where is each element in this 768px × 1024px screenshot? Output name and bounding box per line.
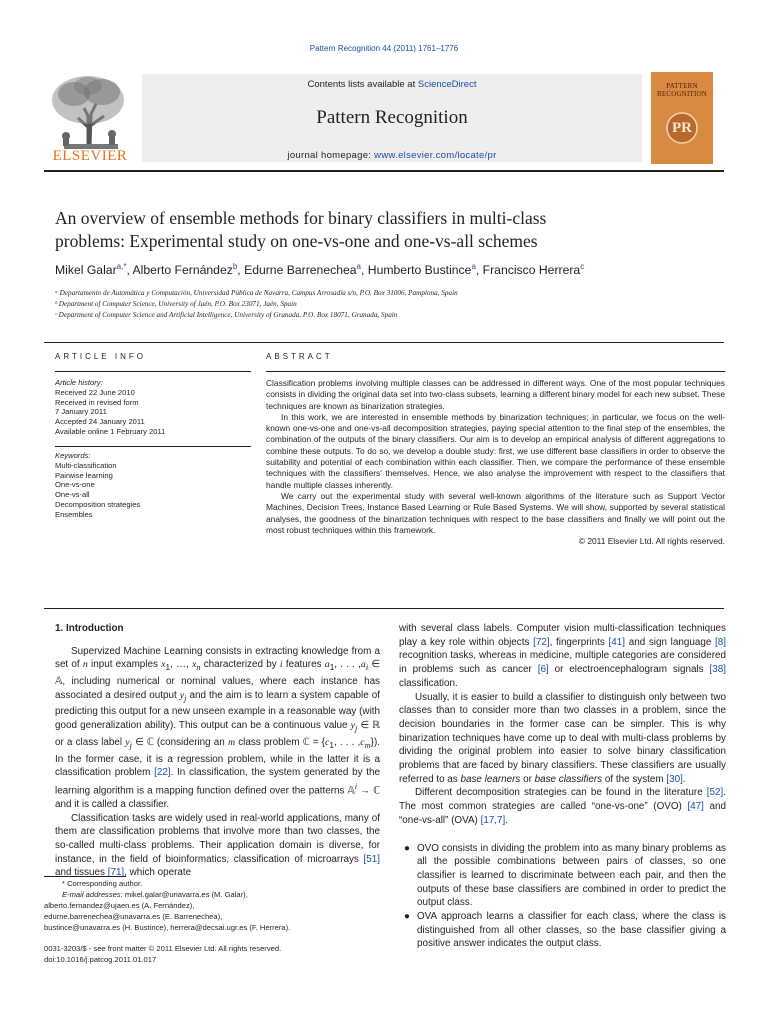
contents-line <box>142 79 642 90</box>
author-name: Alberto Fernández <box>132 263 233 278</box>
contents-prefix: Contents lists available at <box>307 79 418 90</box>
affiliation-c: ᶜ Department of Computer Science and Artificial Intelligence, University of Granada, P.O. Box 18071, Granada, Spain <box>55 311 398 319</box>
abstract-paragraph: In this work, we are interested in ensemble methods by binarization techniques; in particular, we focus on the well-known one-vs-one and one-vs-all decomposition strategies, paying special attention to the final step of the ensembles, the combination of the outputs of the binary classifiers. Our aim is to develop an empirical analysis of different aggregations to combine these outputs. To do so, we develop a double study: first, we use different base classifiers in order to observe the suitability and potential of each combination within each classifier. Then, we compare the performance of these ensemble techniques with the classifiers' themselves. Hence, we also analyse the improvement with respect to the classifiers that handle multiple classes inherently. <box>266 411 725 490</box>
history-item: Accepted 24 January 2011 <box>55 417 145 427</box>
body-paragraph: with several class labels. Computer vision multi-classification techniques play a key role within objects [72], fingerprints [41] and sign language [8] recognition tasks, whereas in medicine, multiple categories are considered in problems such as cancer [6] or electroencephalogram signals [38] classification. <box>399 623 726 689</box>
keywords-label: Keywords: <box>55 451 91 460</box>
front-matter-rule <box>44 342 724 343</box>
publisher-name: ELSEVIER <box>52 148 128 164</box>
keyword: One-vs-all <box>55 490 90 500</box>
elsevier-logo <box>44 68 136 164</box>
bullet-icon: ● <box>404 911 410 923</box>
footnotes <box>44 878 374 933</box>
citation-link[interactable]: [30] <box>666 773 683 785</box>
email-label: E-mail addresses: <box>62 890 125 899</box>
abstract-rule <box>266 371 725 372</box>
author-name: Edurne Barrenechea <box>244 263 357 278</box>
abstract-heading: ABSTRACT <box>266 352 333 361</box>
journal-name: Pattern Recognition <box>316 107 468 128</box>
email-address[interactable]: alberto.fernandez@ujaen.es (A. Fernández), <box>44 901 195 910</box>
affiliations <box>55 288 735 321</box>
keywords <box>55 451 251 520</box>
history-item: Available online 1 February 2011 <box>55 426 166 436</box>
citation-link[interactable]: [47] <box>687 801 704 813</box>
header-rule <box>44 170 724 172</box>
author-affiliation-mark[interactable]: a <box>356 262 361 271</box>
author-name: Humberto Bustince <box>367 263 472 278</box>
author-name: Mikel Galar <box>55 263 117 278</box>
author-affiliation-mark[interactable]: a,* <box>116 262 127 271</box>
citation-link[interactable]: [72] <box>533 636 550 648</box>
keyword: Decomposition strategies <box>55 499 141 509</box>
citation-link[interactable]: [41] <box>608 636 626 648</box>
issn-line: 0031-3203/$ - see front matter © 2011 Elsevier Ltd. All rights reserved. <box>44 944 282 953</box>
corresponding-author-note: * Corresponding author. <box>62 879 143 888</box>
history-item: Received in revised form <box>55 397 139 407</box>
homepage-line <box>142 150 642 161</box>
author-list: Mikel Galar$^{a,*}$, Alberto Fernández$^b$, Edurne Barrenechea$^a$, Humberto Bustince$^a$, Francisco Herrera$^c$ <box>55 262 585 278</box>
history-label: Article history: <box>55 378 103 387</box>
keyword: Multi-classification <box>55 460 117 470</box>
abstract-bottom-rule <box>44 608 724 609</box>
strategy-list <box>399 842 726 952</box>
keyword: Ensembles <box>55 509 93 519</box>
journal-cover <box>651 72 713 164</box>
citation-link[interactable]: [38] <box>709 664 726 676</box>
keyword: Pairwise learning <box>55 470 113 480</box>
citation-link[interactable]: [51] <box>363 853 380 865</box>
author-affiliation-mark[interactable]: b <box>232 262 238 271</box>
abstract-body <box>266 378 725 547</box>
email-address[interactable]: edurne.barrenechea@unavarra.es (E. Barrenechea), <box>44 912 223 921</box>
article-history <box>55 378 251 437</box>
section-heading-introduction: 1. Introduction <box>55 623 124 634</box>
citation-link[interactable]: [17,7] <box>480 814 506 826</box>
intro-paragraph-2: Classification tasks are widely used in real-world applications, many of them are classification problems that involve more than two classes, the so-called multi-class problems. Their application domain is diverse, for instance, in the field of bioinformatics, classification of microarrays [51] and tissues [71], which operate <box>55 812 380 879</box>
title-line-1: An overview of ensemble methods for binary classifiers in multi-class <box>55 208 547 228</box>
email-address[interactable]: mikel.galar@unavarra.es (M. Galar), <box>124 890 248 899</box>
cover-title: PATTERN RECOGNITION <box>656 82 708 98</box>
body-paragraph: Different decomposition strategies can be found in the literature [52]. The most common strategies are called “one-vs-one” (OVO) [47] and “one-vs-all” (OVA) [17,7]. <box>399 787 726 826</box>
journal-reference[interactable]: Pattern Recognition 44 (2011) 1761–1776 <box>309 44 459 53</box>
article-info-heading: ARTICLE INFO <box>55 352 146 361</box>
list-item: ● OVA approach learns a classifier for each class, where the class is distinguished from all other classes, so the base classifier giving a positive answer indicates the output class. <box>404 911 726 950</box>
right-column <box>399 622 726 951</box>
doi-line[interactable]: doi:10.1016/j.patcog.2011.01.017 <box>44 955 157 964</box>
homepage-prefix: journal homepage: <box>287 150 375 161</box>
article-info-rule <box>55 371 251 372</box>
history-item: 7 January 2011 <box>55 407 107 417</box>
email-address[interactable]: bustince@unavarra.es (H. Bustince), herrera@decsai.ugr.es (F. Herrera). <box>44 923 291 932</box>
affiliation-b: ᵇ Department of Computer Science, University of Jaén, P.O. Box 23071, Jaén, Spain <box>55 300 297 308</box>
history-item: Received 22 June 2010 <box>55 387 135 397</box>
abstract-paragraph: We carry out the experimental study with several well-known algorithms of the literature such as Support Vector Machines, Decision Trees, Instance Based Learning or Rule Based Systems. We will show, supported by several statistical analyses, the goodness of the binarization techniques with respect to the base classifiers and finally we will point out the most robust techniques within this framework. <box>266 490 725 535</box>
title-line-2: problems: Experimental study on one-vs-one and one-vs-all schemes <box>55 231 538 251</box>
author-affiliation-mark[interactable]: c <box>580 262 585 271</box>
keywords-rule <box>55 446 251 447</box>
footnote-rule <box>44 876 126 877</box>
cover-monogram: PR <box>672 120 692 136</box>
list-item: ● OVO consists in dividing the problem into as many binary problems as all the possible combinations between pairs of classes, so one classifier is learned to discriminate between each pair, and then the outputs of these base classifiers are combined in order to predict the output class. <box>404 842 726 909</box>
abstract-copyright: © 2011 Elsevier Ltd. All rights reserved. <box>578 536 725 547</box>
citation-link[interactable]: [8] <box>715 636 726 648</box>
bullet-icon: ● <box>404 842 410 854</box>
citation-link[interactable]: [6] <box>537 664 549 676</box>
author-name: Francisco Herrera <box>482 263 581 278</box>
citation-link[interactable]: [22] <box>154 767 171 779</box>
author-affiliation-mark[interactable]: a <box>471 262 476 271</box>
cover-monogram-icon <box>651 72 713 164</box>
abstract-paragraph: Classification problems involving multiple classes can be addressed in different ways. One of the most popular techniques consists in dividing the original data set into two-class subsets, learning a different binary model for each new subset. These techniques are known as binarization strategies. <box>266 378 725 411</box>
left-column <box>55 622 380 880</box>
body-paragraph: Usually, it is easier to build a classifier to distinguish only between two classes than to consider more than two classes in a problem, since the decision boundaries in the former case can be simpler. This is why binarization techniques have come up to deal with multi-class problems by dividing the original problem into easier to solve binary classification problems that are faced by binary classifiers. These classifiers are usually referred to as base learners or base classifiers of the system [30]. <box>399 691 726 785</box>
homepage-link[interactable]: www.elsevier.com/locate/pr <box>374 150 497 161</box>
email-line <box>44 889 374 900</box>
keyword: One-vs-one <box>55 480 95 490</box>
sciencedirect-link[interactable]: ScienceDirect <box>417 79 477 90</box>
issn-block <box>44 943 281 965</box>
citation-link[interactable]: [52] <box>706 787 724 799</box>
article-title <box>55 207 715 253</box>
affiliation-a: ᵃ Departamento de Automática y Computación, Universidad Pública de Navarra, Campus Arrosadía s/n, P.O. Box 31006, Pamplona, Spain <box>55 289 458 297</box>
intro-paragraph-1: Supervized Machine Learning consists in extracting knowledge from a set of n input examples $x_1$, …, $x_n$ characterized by i features $a_1$, . . . $,a_i$ ∈ 𝔸, including numerical or nominal values, where each instance has associated a desired output $y_j$ and the aim is to learn a system capable of predicting this output for a new unseen example in a reasonable way (with good generalization ability). This output can be a continuous value $y_j$ ∈ ℝ or a class label $y_j$ ∈ ℂ (considering an m class problem ℂ = {$c_1$, . . . $,c_m$}). In the former case, it is a regression problem, while in the latter it is a classification problem [22]. In classification, the system generated by the learning algorithm is a mapping function defined over the patterns 𝔸$^i$ → ℂ and it is called a classifier. <box>55 645 380 810</box>
citation-link[interactable]: [71] <box>107 867 125 879</box>
